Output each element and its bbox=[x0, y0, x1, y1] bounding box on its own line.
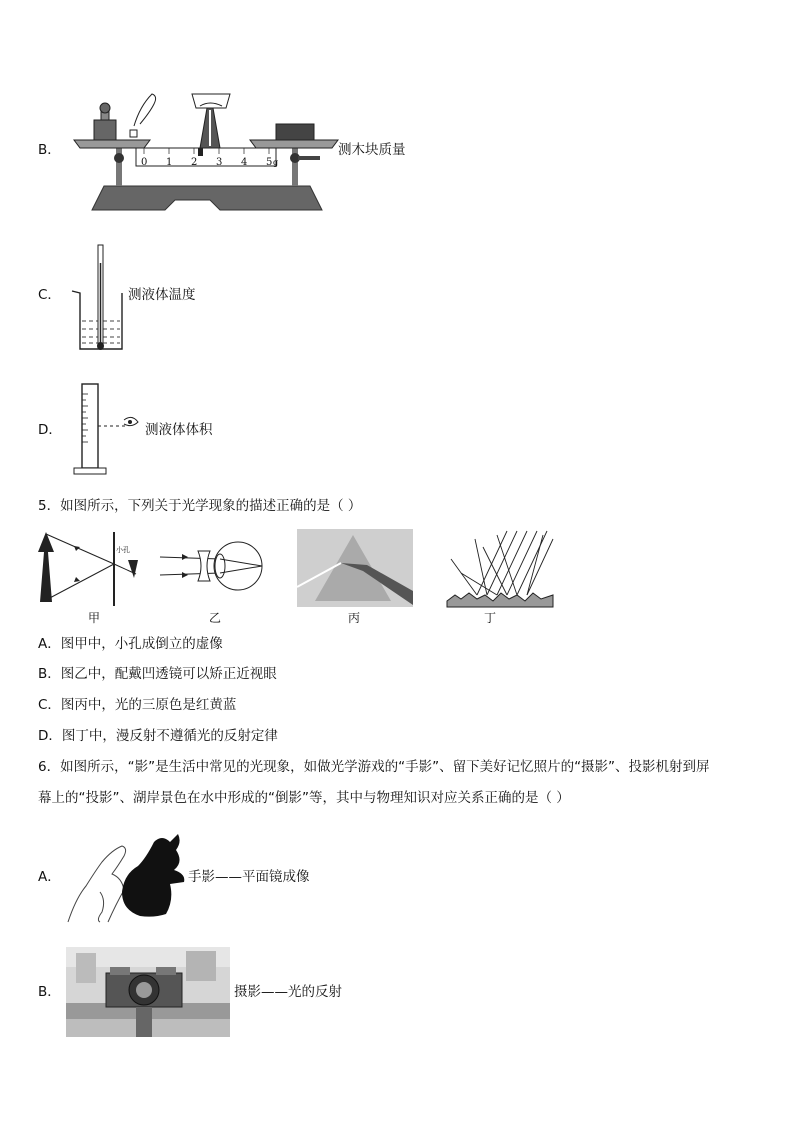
scale-tick-1: 1 bbox=[166, 157, 173, 168]
option-b-caption: 测木块质量 bbox=[338, 142, 406, 158]
q5-stem: 5．如图所示，下列关于光学现象的描述正确的是（ ） bbox=[38, 498, 362, 514]
q6-option-b-letter[interactable]: B． bbox=[38, 984, 61, 1000]
option-b-letter: B． bbox=[38, 142, 61, 158]
hand-shadow-figure bbox=[66, 828, 188, 924]
figure-yi-eye-lens bbox=[158, 537, 268, 597]
scale-tick-4: 4 bbox=[241, 157, 248, 168]
figure-label-yi: 乙 bbox=[209, 611, 222, 625]
scale-tick-2: 2 bbox=[191, 157, 198, 168]
thermometer-beaker-figure bbox=[68, 243, 128, 353]
q5-option-b[interactable]: B．图乙中，配戴凹透镜可以矫正近视眼 bbox=[38, 666, 277, 682]
q6-option-b-caption: 摄影——光的反射 bbox=[234, 984, 342, 1000]
q5-option-c[interactable]: C．图丙中，光的三原色是红黄蓝 bbox=[38, 697, 237, 713]
scale-tick-0: 0 bbox=[141, 157, 148, 168]
q6-stem-line2: 幕上的“投影”、湖岸景色在水中形成的“倒影”等，其中与物理知识对应关系正确的是（ ） bbox=[38, 790, 570, 806]
scale-tick-5: 5 bbox=[266, 157, 273, 168]
scale-tick-3: 3 bbox=[216, 157, 223, 168]
pinhole-label: 小孔 bbox=[116, 546, 130, 554]
figure-ding-diffuse-reflection bbox=[447, 529, 553, 607]
q6-option-a-letter[interactable]: A． bbox=[38, 869, 61, 885]
cylinder-figure bbox=[70, 380, 150, 478]
scale-unit: g bbox=[273, 158, 279, 167]
option-c-caption: 测液体温度 bbox=[128, 287, 196, 303]
q5-option-a[interactable]: A．图甲中，小孔成倒立的虚像 bbox=[38, 636, 223, 652]
figure-label-jia: 甲 bbox=[88, 611, 101, 625]
figure-label-ding: 丁 bbox=[484, 611, 497, 625]
figure-jia-pinhole bbox=[36, 530, 146, 610]
q6-option-a-caption: 手影——平面镜成像 bbox=[188, 869, 310, 885]
option-c-letter: C． bbox=[38, 287, 61, 303]
figure-bing-prism bbox=[297, 529, 413, 607]
camera-photo-figure bbox=[66, 947, 230, 1037]
q5-option-d[interactable]: D．图丁中，漫反射不遵循光的反射定律 bbox=[38, 728, 278, 744]
option-d-caption: 测液体体积 bbox=[145, 422, 213, 438]
q6-stem-line1: 6．如图所示，“影”是生活中常见的光现象，如做光学游戏的“手影”、留下美好记忆照片的“摄影”、投影机射到屏 bbox=[38, 759, 710, 775]
option-d-letter: D． bbox=[38, 422, 62, 438]
balance-figure bbox=[70, 86, 340, 211]
figure-label-bing: 丙 bbox=[348, 611, 361, 625]
